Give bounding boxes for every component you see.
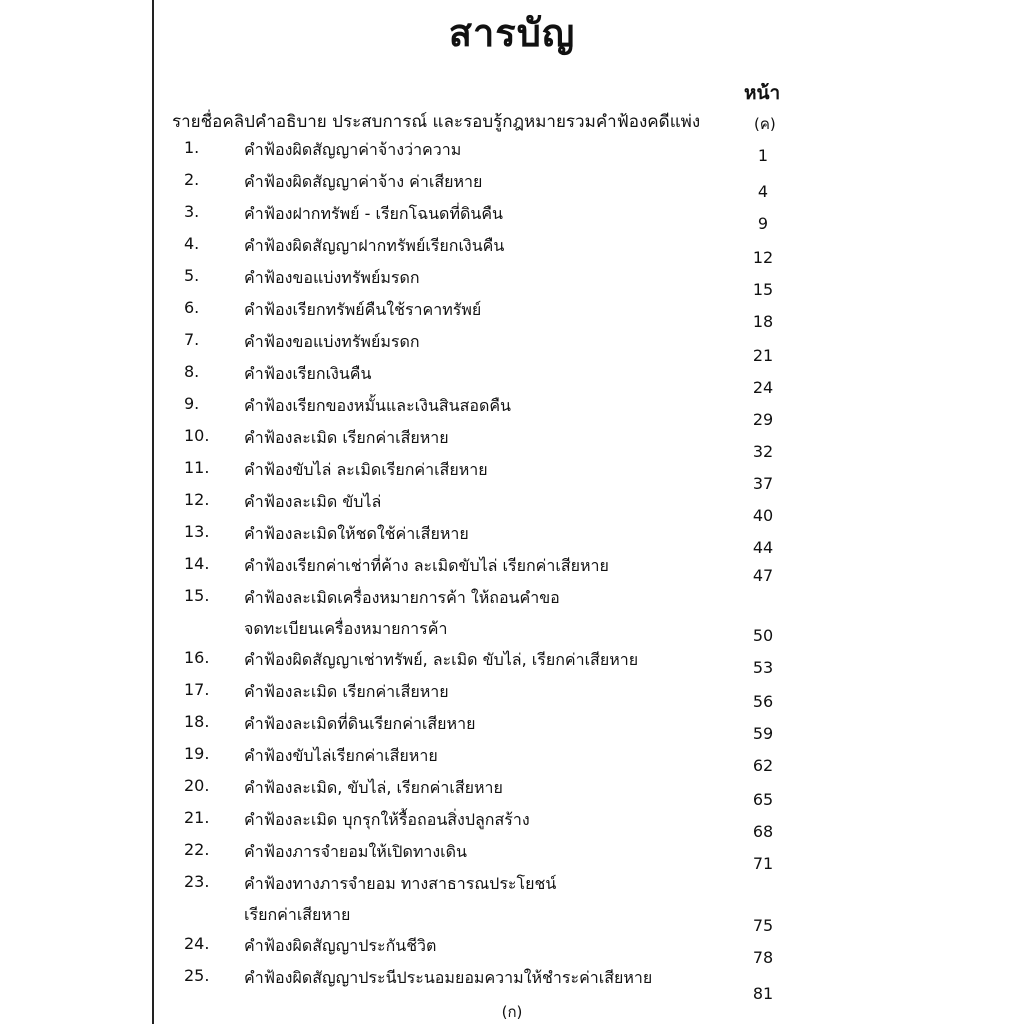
toc-item-number: 18. bbox=[184, 712, 210, 731]
toc-item-page: 44 bbox=[752, 538, 774, 557]
toc-item-title: คำฟ้องละเมิด ขับไล่ bbox=[244, 492, 382, 511]
toc-item-number: 23. bbox=[184, 872, 210, 891]
toc-item-title: คำฟ้องผิดสัญญาประนีประนอมยอมความให้ชำระค่าเสียหาย bbox=[244, 968, 653, 987]
toc-item-title-continued: เรียกค่าเสียหาย bbox=[244, 905, 351, 924]
toc-item-title: คำฟ้องเรียกทรัพย์คืนใช้ราคาทรัพย์ bbox=[244, 300, 482, 319]
toc-item-title: คำฟ้องละเมิดให้ชดใช้ค่าเสียหาย bbox=[244, 524, 469, 543]
toc-item-title: คำฟ้องละเมิดที่ดินเรียกค่าเสียหาย bbox=[244, 714, 476, 733]
toc-item-page: 65 bbox=[752, 790, 774, 809]
intro-entry bbox=[172, 108, 776, 138]
toc-item-number: 3. bbox=[184, 202, 200, 221]
toc-item bbox=[0, 808, 1024, 840]
toc-item-number: 16. bbox=[184, 648, 210, 667]
toc-item-number: 11. bbox=[184, 458, 210, 477]
toc-item-title: คำฟ้องละเมิด เรียกค่าเสียหาย bbox=[244, 682, 449, 701]
page-title: สารบัญ bbox=[448, 11, 576, 55]
toc-item-page: 24 bbox=[752, 378, 774, 397]
page-column-header: หน้า bbox=[744, 82, 781, 104]
toc-item-number: 9. bbox=[184, 394, 200, 413]
toc-item bbox=[0, 840, 1024, 872]
intro-text: รายชื่อคลิปคำอธิบาย ประสบการณ์ และรอบรู้กฎหมายรวมคำฟ้องคดีแพ่ง bbox=[172, 112, 701, 132]
toc-item-page: 71 bbox=[752, 854, 774, 873]
toc-item-title: คำฟ้องเรียกของหมั้นและเงินสินสอดคืน bbox=[244, 396, 511, 415]
toc-item-title: คำฟ้องขอแบ่งทรัพย์มรดก bbox=[244, 332, 420, 351]
toc-item-page: 9 bbox=[757, 214, 769, 233]
toc-item-number: 21. bbox=[184, 808, 210, 827]
intro-page: (ค) bbox=[754, 115, 776, 133]
toc-item bbox=[0, 586, 1024, 645]
toc-item-title: คำฟ้องเรียกเงินคืน bbox=[244, 364, 372, 383]
toc-item-page: 4 bbox=[757, 182, 769, 201]
toc-item-page: 18 bbox=[752, 312, 774, 331]
toc-item bbox=[0, 458, 1024, 493]
toc-item bbox=[0, 266, 1024, 298]
toc-item-number: 25. bbox=[184, 966, 210, 985]
toc-item-page: 62 bbox=[752, 756, 774, 775]
toc-item-page: 29 bbox=[752, 410, 774, 429]
toc-item bbox=[0, 298, 1024, 330]
toc-item-page: 32 bbox=[752, 442, 774, 461]
toc-item-title-continued: จดทะเบียนเครื่องหมายการค้า bbox=[244, 619, 448, 638]
toc-item-page: 21 bbox=[752, 346, 774, 365]
toc-item-number: 19. bbox=[184, 744, 210, 763]
toc-item bbox=[0, 394, 1024, 429]
toc-item-title: คำฟ้องภารจำยอมให้เปิดทางเดิน bbox=[244, 842, 467, 861]
toc-item-page: 47 bbox=[752, 566, 774, 585]
toc-item-number: 2. bbox=[184, 170, 200, 189]
toc-item-page: 53 bbox=[752, 658, 774, 677]
toc-item bbox=[0, 138, 1024, 170]
toc-item bbox=[0, 934, 1024, 966]
toc-item-page: 37 bbox=[752, 474, 774, 493]
toc-item bbox=[0, 426, 1024, 461]
toc-item-page: 1 bbox=[757, 146, 769, 165]
toc-item bbox=[0, 490, 1024, 525]
toc-item-number: 17. bbox=[184, 680, 210, 699]
toc-item-page: 75 bbox=[752, 916, 774, 935]
toc-item bbox=[0, 872, 1024, 935]
toc-item-page: 40 bbox=[752, 506, 774, 525]
toc-item-number: 1. bbox=[184, 138, 200, 157]
toc-item-page: 56 bbox=[752, 692, 774, 711]
toc-item-page: 15 bbox=[752, 280, 774, 299]
toc-item bbox=[0, 776, 1024, 808]
toc-item-title: คำฟ้องขอแบ่งทรัพย์มรดก bbox=[244, 268, 420, 287]
toc-item-page: 81 bbox=[752, 984, 774, 1003]
toc-item-number: 7. bbox=[184, 330, 200, 349]
toc-item bbox=[0, 554, 1024, 586]
toc-item-title: คำฟ้องผิดสัญญาเช่าทรัพย์, ละเมิด ขับไล่, เรียกค่าเสียหาย bbox=[244, 650, 639, 669]
toc-item bbox=[0, 712, 1024, 744]
toc-item bbox=[0, 202, 1024, 234]
toc-item-number: 5. bbox=[184, 266, 200, 285]
toc-item-number: 4. bbox=[184, 234, 200, 253]
toc-item-number: 24. bbox=[184, 934, 210, 953]
toc-item-title: คำฟ้องขับไล่ ละเมิดเรียกค่าเสียหาย bbox=[244, 460, 488, 479]
toc-item-title: คำฟ้องผิดสัญญาค่าจ้าง ค่าเสียหาย bbox=[244, 172, 483, 191]
toc-item-title: คำฟ้องละเมิด, ขับไล่, เรียกค่าเสียหาย bbox=[244, 778, 503, 797]
toc-item-title: คำฟ้องฝากทรัพย์ - เรียกโฉนดที่ดินคืน bbox=[244, 204, 503, 223]
toc-item-number: 6. bbox=[184, 298, 200, 317]
toc-item-number: 14. bbox=[184, 554, 210, 573]
toc-item-title: คำฟ้องละเมิดเครื่องหมายการค้า ให้ถอนคำขอ bbox=[244, 588, 560, 607]
toc-item bbox=[0, 170, 1024, 202]
toc-item bbox=[0, 966, 1024, 1003]
toc-item bbox=[0, 234, 1024, 266]
toc-item-number: 15. bbox=[184, 586, 210, 605]
toc-item-title: คำฟ้องผิดสัญญาค่าจ้างว่าความ bbox=[244, 140, 462, 159]
toc-item-number: 13. bbox=[184, 522, 210, 541]
toc-item bbox=[0, 648, 1024, 680]
toc-item-page: 12 bbox=[752, 248, 774, 267]
toc-item-title: คำฟ้องเรียกค่าเช่าที่ค้าง ละเมิดขับไล่ เรียกค่าเสียหาย bbox=[244, 556, 609, 575]
toc-item-number: 20. bbox=[184, 776, 210, 795]
toc-item-page: 78 bbox=[752, 948, 774, 967]
toc-item bbox=[0, 522, 1024, 557]
toc-item-page: 59 bbox=[752, 724, 774, 743]
toc-item-title: คำฟ้องละเมิด บุกรุกให้รื้อถอนสิ่งปลูกสร้าง bbox=[244, 810, 530, 829]
page-footer-number: (ก) bbox=[501, 1003, 523, 1021]
toc-item-title: คำฟ้องละเมิด เรียกค่าเสียหาย bbox=[244, 428, 449, 447]
toc-item-title: คำฟ้องผิดสัญญาประกันชีวิต bbox=[244, 936, 437, 955]
toc-item-number: 12. bbox=[184, 490, 210, 509]
toc-item bbox=[0, 362, 1024, 397]
toc-item bbox=[0, 744, 1024, 776]
toc-item-number: 22. bbox=[184, 840, 210, 859]
toc-item bbox=[0, 680, 1024, 712]
toc-item-number: 10. bbox=[184, 426, 210, 445]
toc-item-title: คำฟ้องทางภารจำยอม ทางสาธารณประโยชน์ bbox=[244, 874, 557, 893]
toc-item-page: 68 bbox=[752, 822, 774, 841]
toc-item-page: 50 bbox=[752, 626, 774, 645]
toc-item bbox=[0, 330, 1024, 365]
toc-item-title: คำฟ้องผิดสัญญาฝากทรัพย์เรียกเงินคืน bbox=[244, 236, 505, 255]
toc-item-title: คำฟ้องขับไล่เรียกค่าเสียหาย bbox=[244, 746, 438, 765]
toc-item-number: 8. bbox=[184, 362, 200, 381]
